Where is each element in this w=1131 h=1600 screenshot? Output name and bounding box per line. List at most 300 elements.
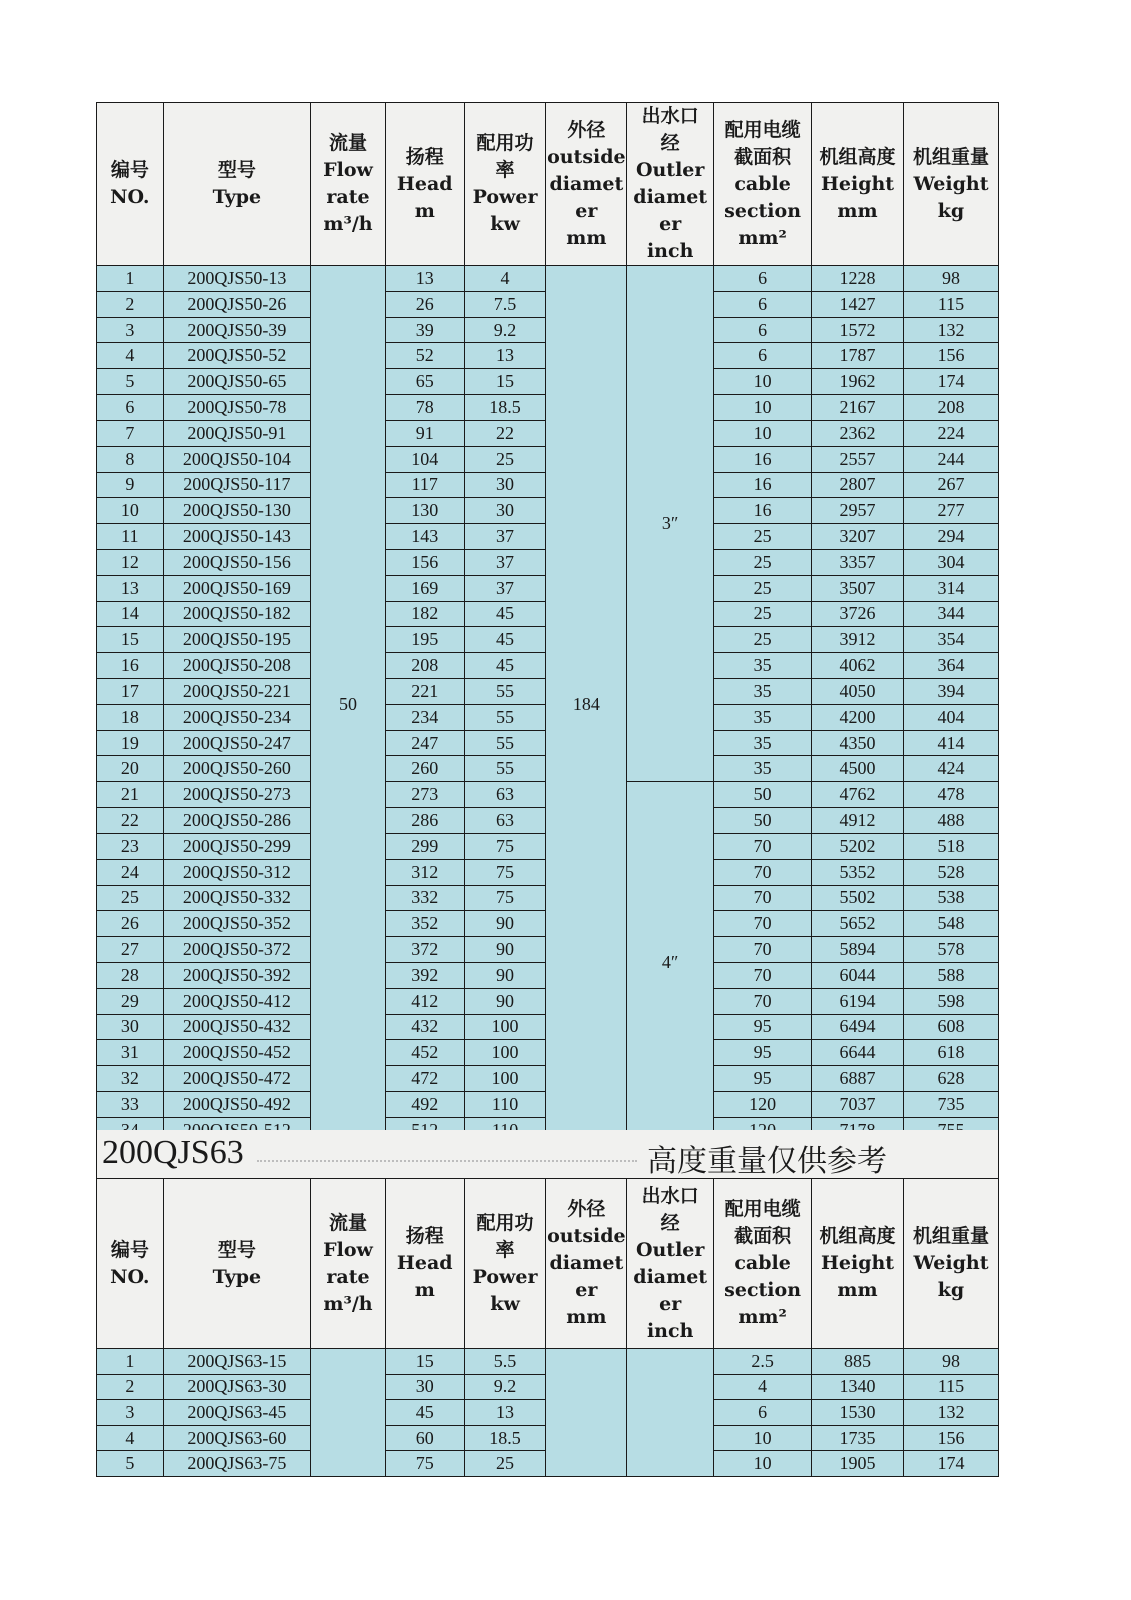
header-line: m³/h (323, 213, 373, 235)
cell-head: 492 (385, 1092, 464, 1118)
cell-type: 200QJS50-208 (163, 653, 310, 679)
header-line: Type (212, 1265, 262, 1288)
cell-head: 247 (385, 730, 464, 756)
col-header-type (163, 1179, 310, 1349)
section-title-bar (96, 1130, 999, 1178)
cell-no: 25 (97, 885, 164, 911)
header-line: rate (326, 186, 370, 208)
header-line: diamet (549, 1252, 624, 1274)
cell-power: 90 (464, 988, 546, 1014)
cell-power: 75 (464, 859, 546, 885)
header-line: 截面积 (734, 1225, 792, 1247)
cell-cable: 50 (714, 782, 812, 808)
cell-type: 200QJS50-260 (163, 756, 310, 782)
cell-no: 18 (97, 704, 164, 730)
cell-head: 332 (385, 885, 464, 911)
col-header-power (464, 103, 546, 266)
cell-no: 11 (97, 524, 164, 550)
cell-weight: 294 (903, 524, 998, 550)
cell-cable: 10 (714, 1425, 812, 1451)
cell-no: 7 (97, 420, 164, 446)
cell-height: 6194 (812, 988, 904, 1014)
table-row (97, 266, 999, 292)
cell-height: 3507 (812, 575, 904, 601)
spec-table-200qjs50 (96, 102, 999, 1144)
cell-cable: 70 (714, 833, 812, 859)
header-line: mm² (738, 1306, 787, 1328)
cell-head: 143 (385, 524, 464, 550)
header-line: Flow (323, 159, 373, 181)
cell-type: 200QJS50-312 (163, 859, 310, 885)
cell-height: 3726 (812, 601, 904, 627)
cell-weight: 174 (903, 369, 998, 395)
cell-no: 20 (97, 756, 164, 782)
cell-head: 60 (385, 1425, 464, 1451)
cell-no: 27 (97, 937, 164, 963)
cell-power: 63 (464, 782, 546, 808)
header-line: 型号 (217, 159, 256, 181)
cell-no: 4 (97, 343, 164, 369)
cell-height: 2957 (812, 498, 904, 524)
cell-head: 91 (385, 420, 464, 446)
cell-cable: 95 (714, 1014, 812, 1040)
header-line: Weight (913, 172, 989, 195)
cell-height: 6494 (812, 1014, 904, 1040)
cell-power: 37 (464, 549, 546, 575)
cell-outer-diameter: 184 (546, 266, 627, 1144)
header-line: mm (566, 226, 607, 249)
header-line: er (575, 199, 598, 222)
cell-weight: 578 (903, 937, 998, 963)
cell-power: 18.5 (464, 1425, 546, 1451)
cell-height: 5894 (812, 937, 904, 963)
cell-cable: 35 (714, 679, 812, 705)
cell-no: 17 (97, 679, 164, 705)
cell-power: 13 (464, 343, 546, 369)
cell-weight: 364 (903, 653, 998, 679)
cell-type: 200QJS50-247 (163, 730, 310, 756)
cell-head: 75 (385, 1451, 464, 1477)
cell-cable: 70 (714, 988, 812, 1014)
header-line: 外径 (567, 1198, 606, 1220)
cell-head: 104 (385, 446, 464, 472)
cell-head: 156 (385, 549, 464, 575)
cell-power: 100 (464, 1014, 546, 1040)
cell-head: 52 (385, 343, 464, 369)
cell-weight: 156 (903, 1425, 998, 1451)
cell-weight: 548 (903, 911, 998, 937)
cell-weight: 404 (903, 704, 998, 730)
cell-type: 200QJS50-39 (163, 317, 310, 343)
cell-type: 200QJS50-472 (163, 1066, 310, 1092)
col-header-od (546, 1179, 627, 1349)
col-header-no (97, 103, 164, 266)
cell-type: 200QJS50-352 (163, 911, 310, 937)
cell-head: 221 (385, 679, 464, 705)
cell-head: 472 (385, 1066, 464, 1092)
cell-power: 18.5 (464, 395, 546, 421)
col-header-head (385, 1179, 464, 1349)
header-line: diamet (549, 172, 624, 195)
cell-height: 2807 (812, 472, 904, 498)
cell-head: 273 (385, 782, 464, 808)
cell-power: 5.5 (464, 1349, 546, 1375)
cell-type: 200QJS50-182 (163, 601, 310, 627)
cell-weight: 588 (903, 962, 998, 988)
cell-no: 1 (97, 266, 164, 292)
cell-power: 30 (464, 472, 546, 498)
cell-power: 110 (464, 1092, 546, 1118)
cell-height: 1228 (812, 266, 904, 292)
cell-head: 182 (385, 601, 464, 627)
header-line: 机组高度 (819, 1225, 896, 1247)
cell-no: 32 (97, 1066, 164, 1092)
header-line: inch (646, 240, 694, 262)
cell-type: 200QJS50-299 (163, 833, 310, 859)
cell-no: 9 (97, 472, 164, 498)
cell-type: 200QJS50-13 (163, 266, 310, 292)
header-line: Type (212, 186, 262, 208)
cell-no: 3 (97, 1400, 164, 1426)
cell-power: 100 (464, 1066, 546, 1092)
cell-power: 7.5 (464, 291, 546, 317)
header-line: section (724, 199, 802, 222)
cell-head: 352 (385, 911, 464, 937)
header-line: diamet (633, 1265, 708, 1288)
cell-cable: 6 (714, 1400, 812, 1426)
header-line: 出水口 (641, 105, 699, 127)
col-header-no (97, 1179, 164, 1349)
header-line: 机组重量 (912, 1225, 989, 1247)
header-line: 流量 (328, 132, 367, 154)
cell-weight: 344 (903, 601, 998, 627)
header-line: 型号 (217, 1238, 256, 1261)
cell-head: 195 (385, 627, 464, 653)
cell-power: 45 (464, 627, 546, 653)
cell-weight: 528 (903, 859, 998, 885)
header-line: er (659, 213, 682, 235)
cell-cable: 50 (714, 808, 812, 834)
header-line: 外径 (567, 118, 606, 141)
cell-height: 3912 (812, 627, 904, 653)
cell-no: 33 (97, 1092, 164, 1118)
cell-no: 23 (97, 833, 164, 859)
cell-head: 15 (385, 1349, 464, 1375)
cell-height: 3207 (812, 524, 904, 550)
header-line: kw (490, 213, 520, 235)
cell-head: 117 (385, 472, 464, 498)
cell-weight: 98 (903, 1349, 998, 1375)
cell-head: 412 (385, 988, 464, 1014)
cell-type: 200QJS50-234 (163, 704, 310, 730)
cell-height: 1787 (812, 343, 904, 369)
cell-head: 312 (385, 859, 464, 885)
cell-no: 12 (97, 549, 164, 575)
cell-cable: 70 (714, 962, 812, 988)
cell-power: 25 (464, 446, 546, 472)
header-line: inch (646, 1319, 694, 1342)
cell-power: 90 (464, 937, 546, 963)
table-body (97, 266, 999, 1144)
cell-height: 3357 (812, 549, 904, 575)
header-line: Flow (323, 1238, 373, 1261)
cell-weight: 98 (903, 266, 998, 292)
cell-height: 5652 (812, 911, 904, 937)
cell-power: 13 (464, 1400, 546, 1426)
cell-head: 13 (385, 266, 464, 292)
cell-weight: 424 (903, 756, 998, 782)
header-line: 配用电缆 (724, 118, 801, 141)
cell-flow-rate: 50 (311, 266, 386, 1144)
cell-head: 45 (385, 1400, 464, 1426)
cell-cable: 70 (714, 911, 812, 937)
col-header-outlet (627, 1179, 714, 1349)
col-header-head (385, 103, 464, 266)
header-line: Outler (635, 1238, 705, 1261)
cell-no: 1 (97, 1349, 164, 1375)
cell-type: 200QJS50-195 (163, 627, 310, 653)
cell-type: 200QJS63-30 (163, 1374, 310, 1400)
header-line: mm (837, 1279, 878, 1301)
cell-head: 208 (385, 653, 464, 679)
cell-height: 6644 (812, 1040, 904, 1066)
cell-cable: 70 (714, 937, 812, 963)
cell-height: 4500 (812, 756, 904, 782)
header-line: 配用功 (476, 132, 534, 154)
cell-cable: 10 (714, 395, 812, 421)
cell-no: 19 (97, 730, 164, 756)
cell-weight: 244 (903, 446, 998, 472)
cell-cable: 2.5 (714, 1349, 812, 1375)
cell-height: 1340 (812, 1374, 904, 1400)
cell-cable: 25 (714, 601, 812, 627)
cell-weight: 132 (903, 1400, 998, 1426)
cell-cable: 6 (714, 291, 812, 317)
cell-cable: 35 (714, 730, 812, 756)
cell-no: 26 (97, 911, 164, 937)
cell-head: 372 (385, 937, 464, 963)
cell-weight: 304 (903, 549, 998, 575)
cell-type: 200QJS50-104 (163, 446, 310, 472)
cell-weight: 132 (903, 317, 998, 343)
cell-no: 3 (97, 317, 164, 343)
header-line: 机组重量 (912, 145, 989, 168)
cell-head: 78 (385, 395, 464, 421)
header-line: er (659, 1292, 682, 1315)
cell-power: 15 (464, 369, 546, 395)
cell-power: 63 (464, 808, 546, 834)
cell-height: 1427 (812, 291, 904, 317)
cell-cable: 6 (714, 266, 812, 292)
table-header (97, 1179, 999, 1349)
cell-power: 30 (464, 498, 546, 524)
cell-type: 200QJS50-412 (163, 988, 310, 1014)
cell-no: 14 (97, 601, 164, 627)
cell-cable: 6 (714, 343, 812, 369)
cell-height: 2167 (812, 395, 904, 421)
cell-weight: 478 (903, 782, 998, 808)
cell-weight: 598 (903, 988, 998, 1014)
cell-power: 25 (464, 1451, 546, 1477)
cell-weight: 628 (903, 1066, 998, 1092)
header-line: kw (490, 1292, 520, 1315)
header-line: Height (820, 1252, 895, 1274)
cell-type: 200QJS50-286 (163, 808, 310, 834)
col-header-height (812, 1179, 904, 1349)
cell-type: 200QJS50-332 (163, 885, 310, 911)
cell-outlet-diameter (627, 1349, 714, 1477)
header-line: diamet (633, 186, 708, 208)
header-line: cable (734, 1252, 791, 1274)
cell-weight: 735 (903, 1092, 998, 1118)
header-line: rate (326, 1265, 370, 1288)
cell-power: 90 (464, 962, 546, 988)
cell-type: 200QJS50-169 (163, 575, 310, 601)
cell-type: 200QJS50-156 (163, 549, 310, 575)
cell-no: 13 (97, 575, 164, 601)
cell-weight: 115 (903, 1374, 998, 1400)
cell-no: 31 (97, 1040, 164, 1066)
cell-weight: 174 (903, 1451, 998, 1477)
cell-no: 22 (97, 808, 164, 834)
cell-head: 432 (385, 1014, 464, 1040)
cell-head: 65 (385, 369, 464, 395)
col-header-flow (311, 1179, 386, 1349)
cell-cable: 6 (714, 317, 812, 343)
header-line: mm (837, 199, 878, 222)
cell-power: 45 (464, 601, 546, 627)
cell-height: 4062 (812, 653, 904, 679)
cell-weight: 608 (903, 1014, 998, 1040)
cell-height: 2557 (812, 446, 904, 472)
cell-weight: 115 (903, 291, 998, 317)
cell-cable: 120 (714, 1092, 812, 1118)
cell-cable: 10 (714, 420, 812, 446)
cell-cable: 25 (714, 575, 812, 601)
cell-height: 5202 (812, 833, 904, 859)
header-line: Head (396, 172, 453, 195)
cell-height: 6044 (812, 962, 904, 988)
cell-no: 4 (97, 1425, 164, 1451)
dotted-leader (257, 1160, 637, 1162)
header-line: mm² (738, 226, 787, 249)
cell-type: 200QJS63-15 (163, 1349, 310, 1375)
cell-weight: 394 (903, 679, 998, 705)
cell-height: 4200 (812, 704, 904, 730)
cell-power: 4 (464, 266, 546, 292)
col-header-height (812, 103, 904, 266)
cell-weight: 267 (903, 472, 998, 498)
cell-power: 9.2 (464, 1374, 546, 1400)
cell-head: 286 (385, 808, 464, 834)
cell-cable: 35 (714, 704, 812, 730)
cell-weight: 414 (903, 730, 998, 756)
header-line: Head (396, 1252, 453, 1274)
spec-table-200qjs63 (96, 1178, 999, 1477)
cell-no: 16 (97, 653, 164, 679)
header-line: section (724, 1279, 802, 1301)
cell-no: 21 (97, 782, 164, 808)
cell-power: 9.2 (464, 317, 546, 343)
cell-power: 22 (464, 420, 546, 446)
cell-power: 55 (464, 679, 546, 705)
cell-weight: 156 (903, 343, 998, 369)
cell-cable: 16 (714, 498, 812, 524)
header-line: cable (734, 172, 791, 195)
cell-type: 200QJS50-52 (163, 343, 310, 369)
cell-type: 200QJS50-372 (163, 937, 310, 963)
cell-cable: 70 (714, 859, 812, 885)
cell-height: 4050 (812, 679, 904, 705)
cell-outlet-diameter: 3″ (627, 266, 714, 782)
cell-no: 24 (97, 859, 164, 885)
cell-type: 200QJS50-91 (163, 420, 310, 446)
header-line: kg (937, 199, 965, 222)
table-body (97, 1349, 999, 1477)
cell-type: 200QJS50-273 (163, 782, 310, 808)
header-line: 扬程 (405, 145, 444, 168)
header-line: 经 (660, 1211, 680, 1234)
col-header-cable (714, 103, 812, 266)
cell-type: 200QJS63-75 (163, 1451, 310, 1477)
header-line: Outler (635, 159, 705, 181)
cell-power: 55 (464, 756, 546, 782)
cell-power: 55 (464, 730, 546, 756)
cell-no: 30 (97, 1014, 164, 1040)
cell-power: 45 (464, 653, 546, 679)
header-line: 截面积 (734, 145, 792, 168)
cell-weight: 354 (903, 627, 998, 653)
header-line: 编号 (110, 159, 149, 181)
col-header-cable (714, 1179, 812, 1349)
cell-head: 260 (385, 756, 464, 782)
cell-height: 1962 (812, 369, 904, 395)
col-header-weight (903, 103, 998, 266)
header-line: outside (547, 145, 626, 168)
header-line: Weight (913, 1252, 989, 1274)
cell-head: 39 (385, 317, 464, 343)
header-line: outside (547, 1225, 626, 1247)
cell-type: 200QJS50-26 (163, 291, 310, 317)
cell-cable: 25 (714, 627, 812, 653)
table-row (97, 1349, 999, 1375)
cell-weight: 538 (903, 885, 998, 911)
col-header-weight (903, 1179, 998, 1349)
cell-power: 90 (464, 911, 546, 937)
col-header-power (464, 1179, 546, 1349)
header-line: 配用电缆 (724, 1198, 801, 1220)
reference-note: 高度重量仅供参考 (647, 1144, 887, 1179)
header-line: 率 (495, 159, 515, 181)
cell-weight: 314 (903, 575, 998, 601)
cell-cable: 35 (714, 756, 812, 782)
cell-no: 29 (97, 988, 164, 1014)
header-line: mm (566, 1306, 607, 1328)
cell-no: 28 (97, 962, 164, 988)
cell-flow-rate (311, 1349, 386, 1477)
cell-head: 452 (385, 1040, 464, 1066)
cell-height: 1572 (812, 317, 904, 343)
cell-cable: 4 (714, 1374, 812, 1400)
header-line: 流量 (328, 1211, 367, 1234)
cell-weight: 518 (903, 833, 998, 859)
cell-type: 200QJS50-117 (163, 472, 310, 498)
cell-cable: 95 (714, 1066, 812, 1092)
cell-no: 2 (97, 291, 164, 317)
cell-no: 10 (97, 498, 164, 524)
cell-weight: 488 (903, 808, 998, 834)
cell-type: 200QJS50-392 (163, 962, 310, 988)
